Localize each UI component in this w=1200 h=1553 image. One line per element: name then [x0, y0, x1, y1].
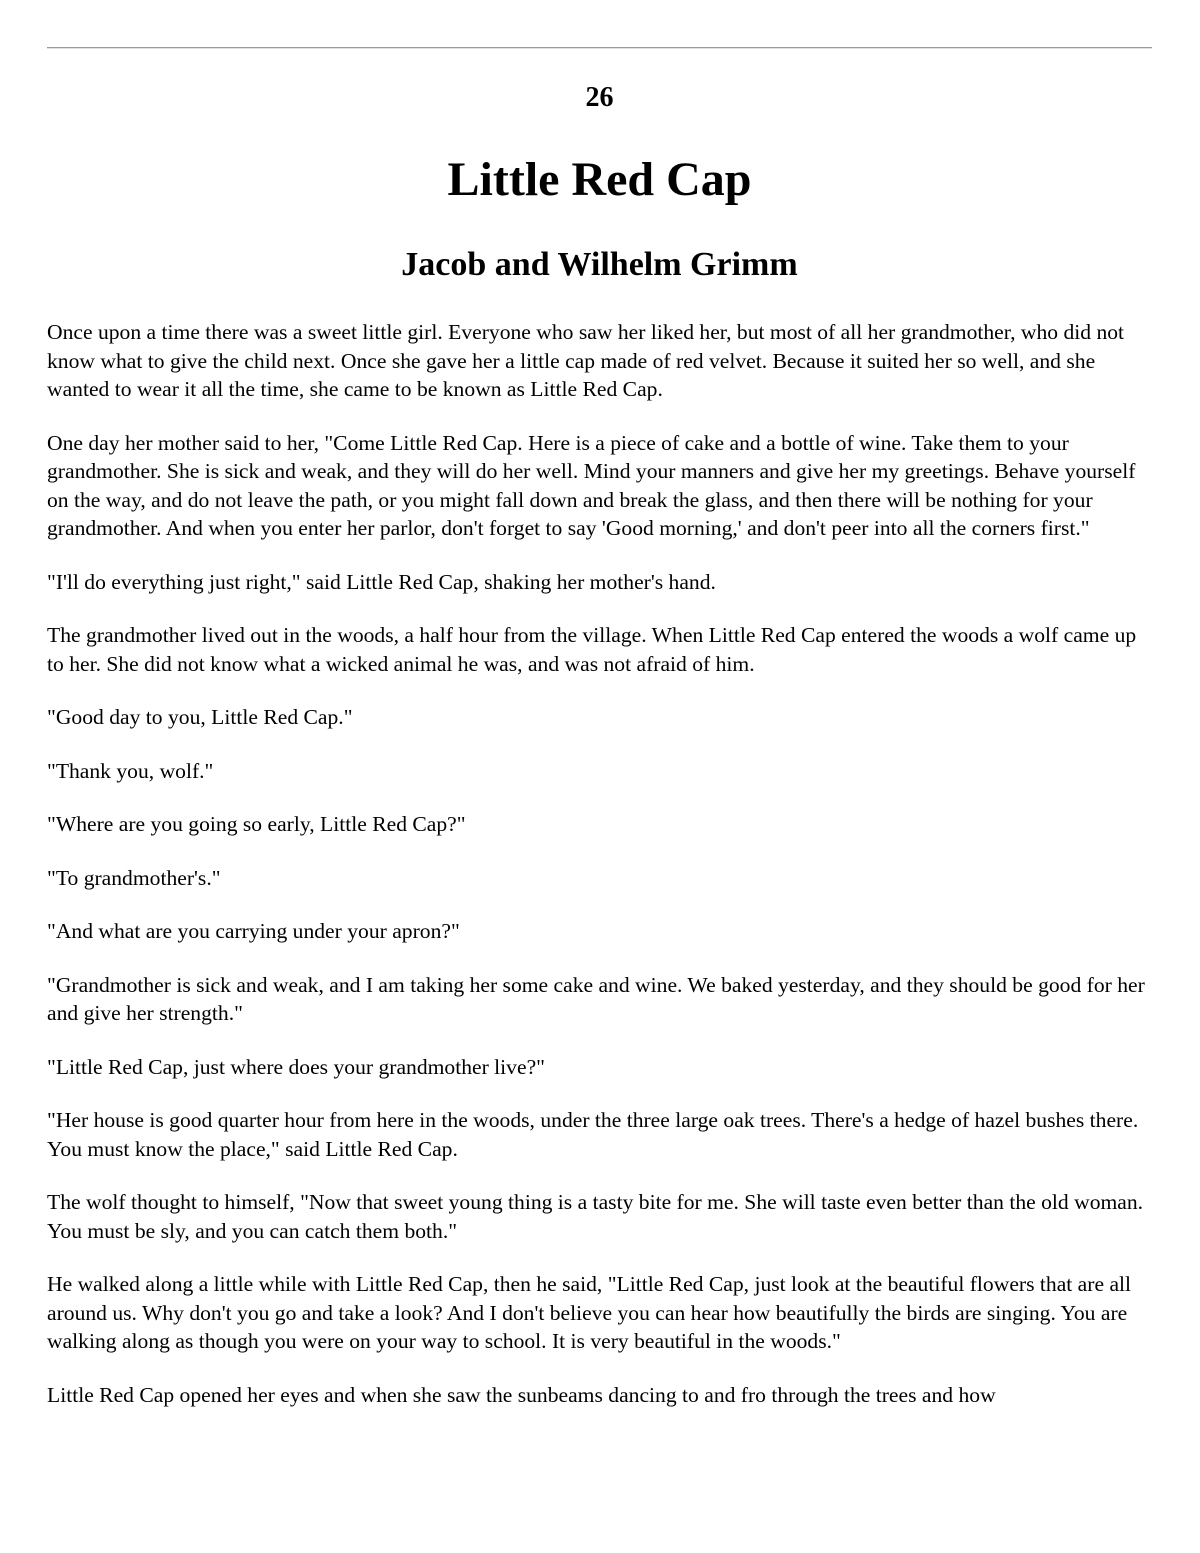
paragraph: "Grandmother is sick and weak, and I am taking her some cake and wine. We baked yesterday, and they should be good for her and give her strength." [47, 972, 1145, 1025]
paragraph: "I'll do everything just right," said Little Red Cap, shaking her mother's hand. [47, 569, 716, 594]
paragraph: "Thank you, wolf." [47, 758, 214, 783]
horizontal-rule [47, 47, 1152, 49]
paragraph: The grandmother lived out in the woods, a half hour from the village. When Little Red Cap entered the woods a wolf came up to her. She did not know what a wicked animal he was, and was not afraid of him. [47, 623, 1137, 676]
page-number: 26 [585, 82, 614, 113]
paragraph: One day her mother said to her, "Come Little Red Cap. Here is a piece of cake and a bottle of wine. Take them to your grandmother. She is sick and weak, and they will do her well. Mind your manners and give her my greetings. Behave yourself on the way, and do not leave the path, or you might fall down and break the glass, and then there will be nothing for your grandmother. And when you enter her parlor, don't forget to say 'Good morning,' and don't peer into all the corners first." [47, 430, 1136, 540]
paragraph: "And what are you carrying under your apron?" [47, 919, 460, 943]
paragraph: "Her house is good quarter hour from here in the woods, under the three large oak trees. There's a hedge of hazel bushes there. You must know the place," said Little Red Cap. [47, 1108, 1139, 1161]
paragraph: The wolf thought to himself, "Now that sweet young thing is a tasty bite for me. She will taste even better than the old woman. You must be sly, and you can catch them both." [47, 1190, 1144, 1243]
paragraph: "Where are you going so early, Little Red Cap?" [47, 812, 466, 836]
paragraph: Once upon a time there was a sweet little girl. Everyone who saw her liked her, but most of all her grandmother, who did not know what to give the child next. Once she gave her a little cap made of red velvet. Because it suited her so well, and she wanted to wear it all the time, she came to be known as Little Red Cap. [47, 320, 1125, 401]
paragraph: "Good day to you, Little Red Cap." [47, 705, 353, 729]
paragraph: "Little Red Cap, just where does your grandmother live?" [47, 1054, 545, 1079]
story-author: Jacob and Wilhelm Grimm [401, 246, 798, 283]
paragraph: "To grandmother's." [47, 865, 221, 890]
paragraph: He walked along a little while with Little Red Cap, then he said, "Little Red Cap, just look at the beautiful flowers that are all around us. Why don't you go and take a look? And I don't believe you can hear how beautifully the birds are singing. You are walking along as though you were on your way to school. It is very beautiful in the woods." [47, 1272, 1132, 1353]
paragraph: Little Red Cap opened her eyes and when she saw the sunbeams dancing to and fro through the trees and how [47, 1382, 996, 1407]
story-body [47, 318, 1152, 1434]
story-title: Little Red Cap [447, 153, 752, 206]
